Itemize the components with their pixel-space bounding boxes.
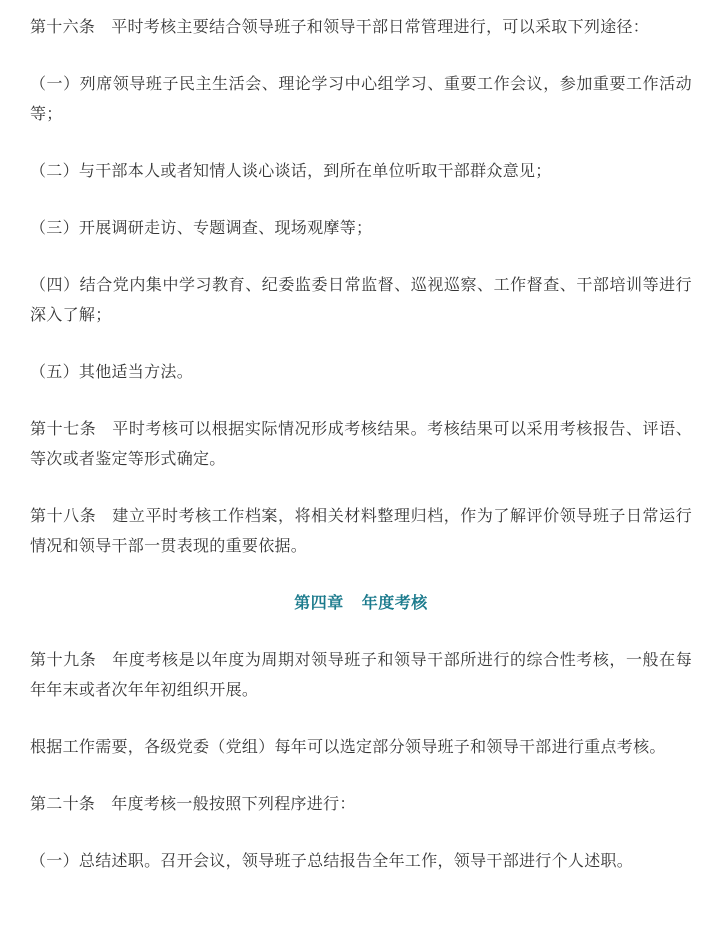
chapter-number: 第四章 — [294, 593, 344, 612]
article-text: 年度考核是以年度为周期对领导班子和领导干部所进行的综合性考核，一般在每年年末或者次年年初组织开展。 — [30, 650, 692, 699]
article-number: 第十七条 — [30, 419, 97, 438]
article-text: 平时考核主要结合领导班子和领导干部日常管理进行，可以采取下列途径： — [111, 17, 650, 36]
article-number: 第二十条 — [30, 794, 96, 813]
list-item-2: （二）与干部本人或者知情人谈心谈话，到所在单位听取干部群众意见； — [30, 161, 552, 180]
article-18 — [30, 501, 692, 561]
article-text: 年度考核一般按照下列程序进行： — [111, 794, 356, 813]
chapter-heading — [30, 588, 692, 618]
chapter-title: 年度考核 — [361, 593, 428, 612]
article-text: 平时考核可以根据实际情况形成考核结果。考核结果可以采用考核报告、评语、等次或者鉴定等形式确定。 — [30, 419, 692, 468]
article-number: 第十八条 — [30, 506, 97, 525]
document-body — [30, 12, 692, 876]
article-17 — [30, 414, 692, 474]
list-item-step-1: （一）总结述职。召开会议，领导班子总结报告全年工作，领导干部进行个人述职。 — [30, 851, 634, 870]
article-20-intro — [30, 789, 692, 819]
article-16-intro — [30, 12, 692, 42]
list-item-3: （三）开展调研走访、专题调查、现场观摩等； — [30, 218, 373, 237]
list-item-5: （五）其他适当方法。 — [30, 362, 194, 381]
list-item-1: （一）列席领导班子民主生活会、理论学习中心组学习、重要工作会议，参加重要工作活动等； — [30, 74, 692, 123]
article-19 — [30, 645, 692, 705]
article-number: 第十六条 — [30, 17, 96, 36]
article-number: 第十九条 — [30, 650, 97, 669]
article-text: 建立平时考核工作档案，将相关材料整理归档，作为了解评价领导班子日常运行情况和领导干部一贯表现的重要依据。 — [30, 506, 692, 555]
list-item-4: （四）结合党内集中学习教育、纪委监委日常监督、巡视巡察、工作督查、干部培训等进行深入了解； — [30, 275, 692, 324]
article-19-supplement: 根据工作需要，各级党委（党组）每年可以选定部分领导班子和领导干部进行重点考核。 — [30, 737, 666, 756]
